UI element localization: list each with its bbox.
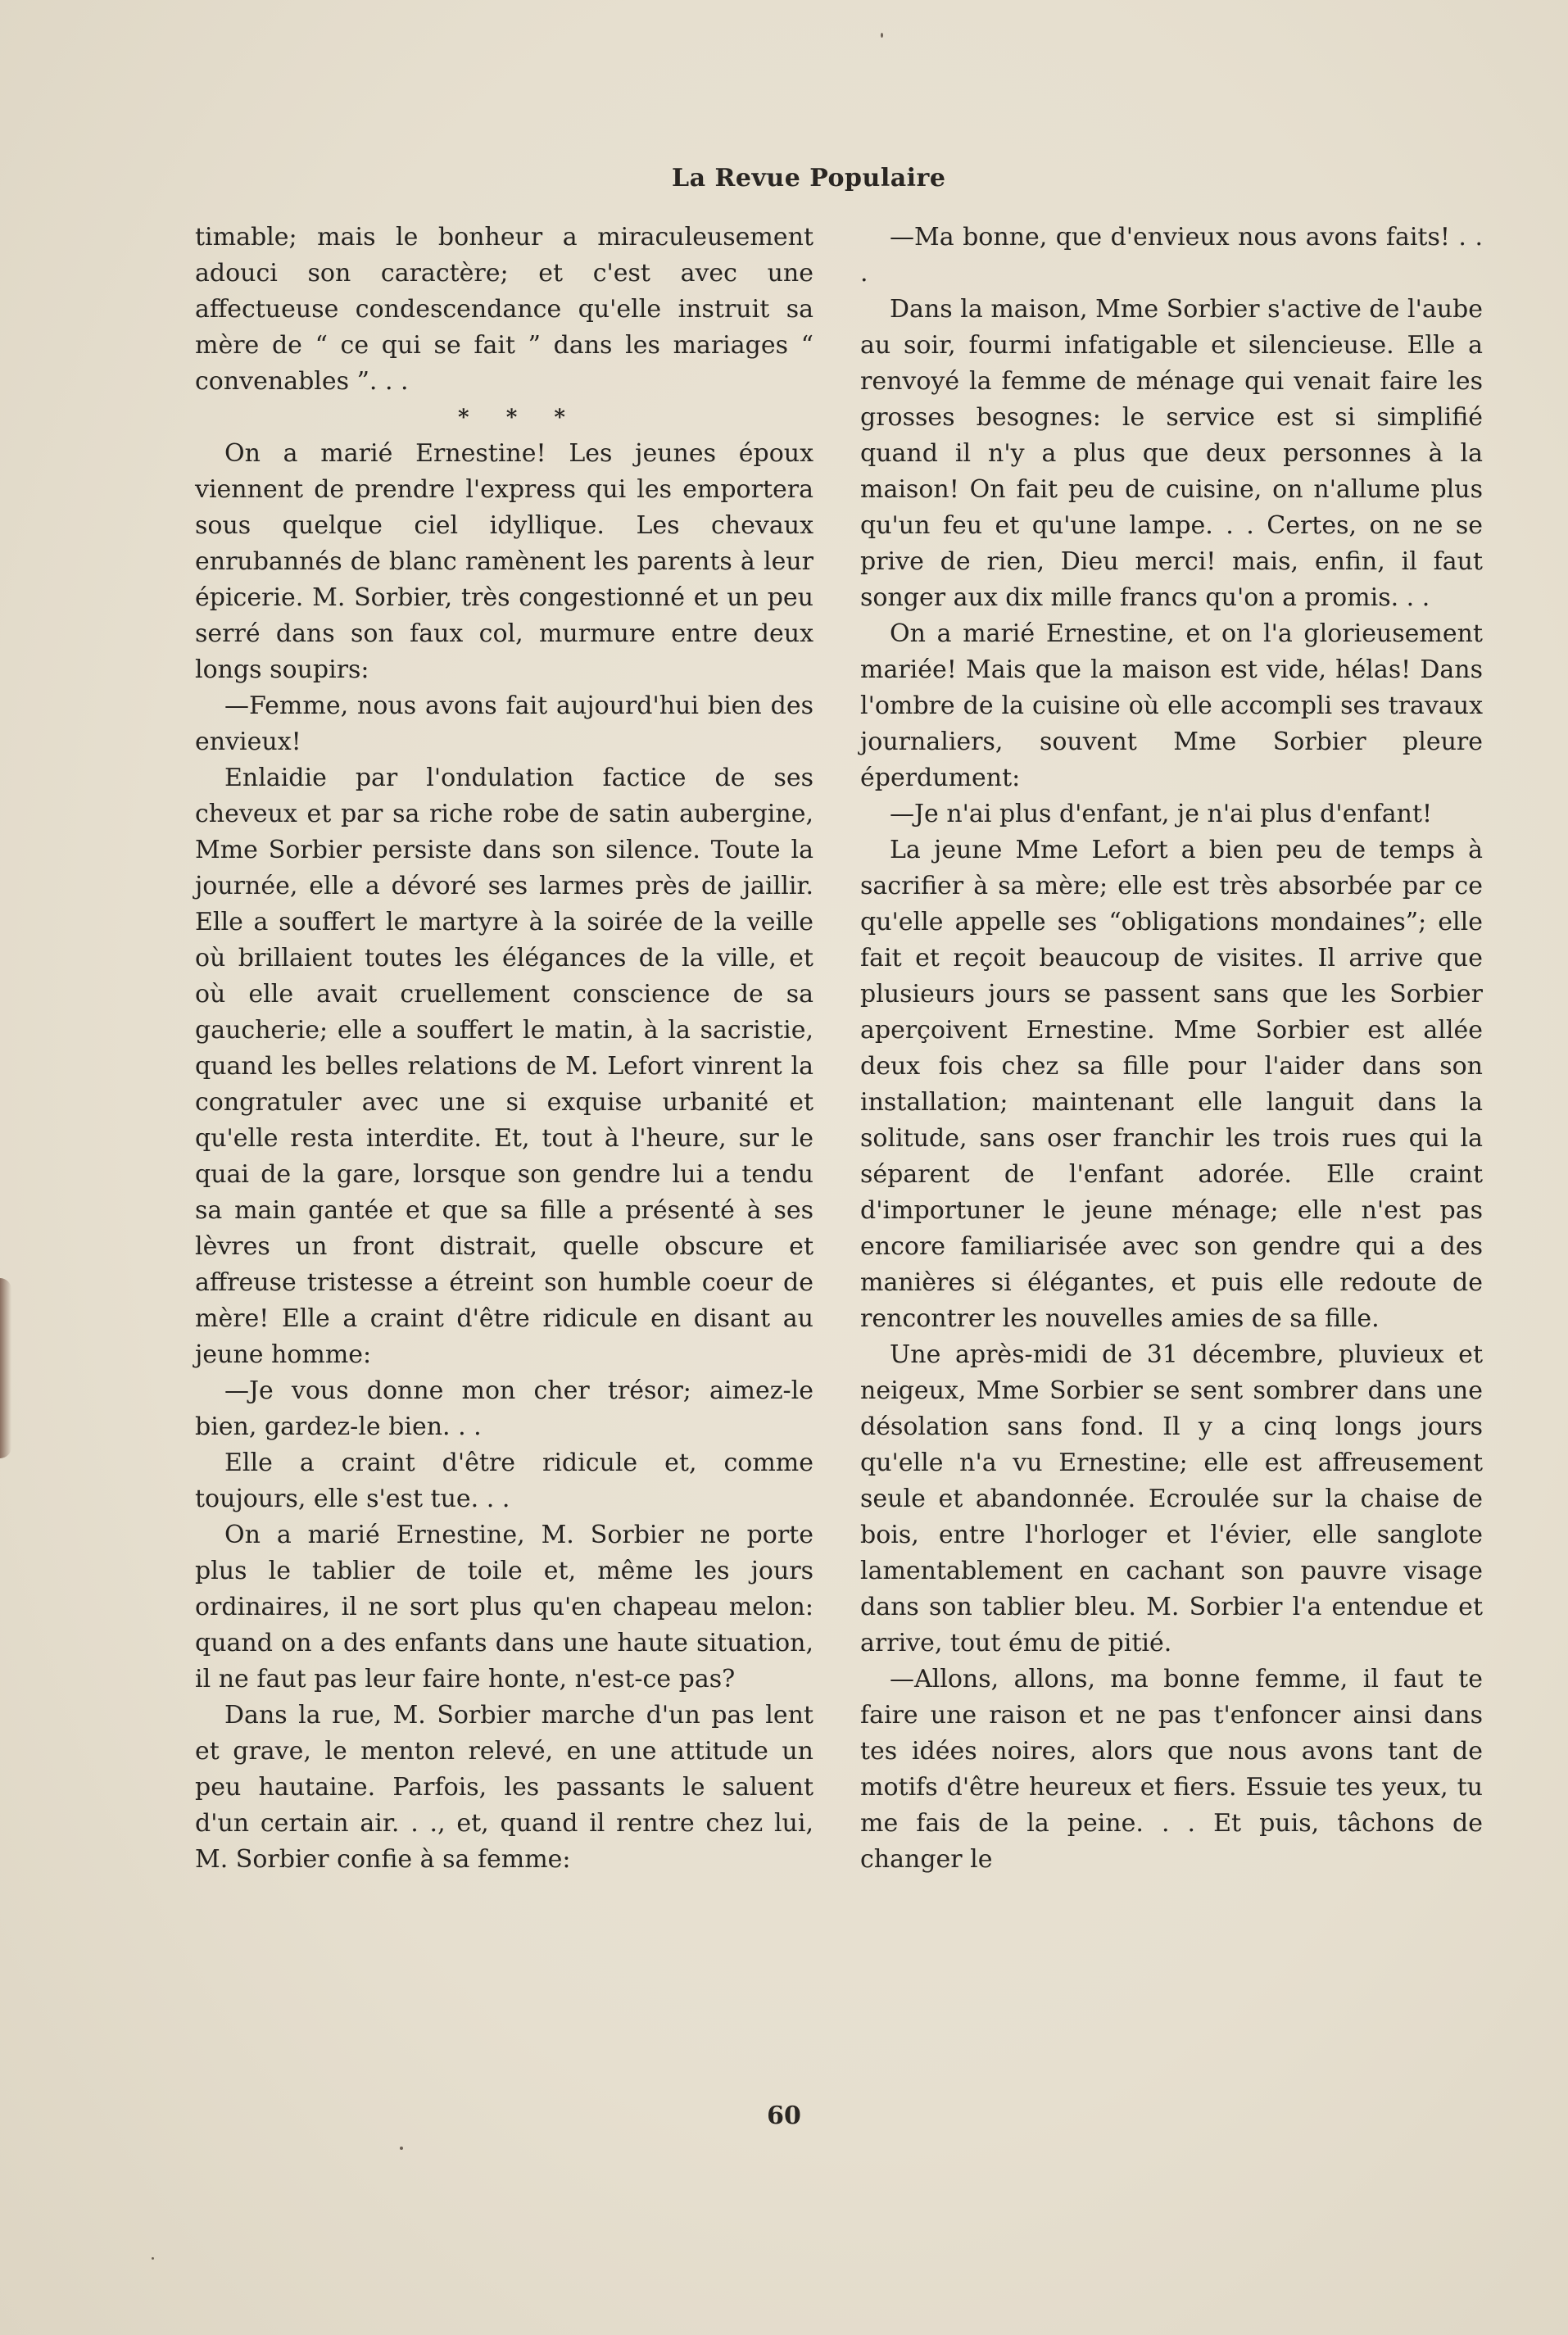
dialogue-line: —Ma bonne, que d'envieux nous avons faits! . . . [860,223,1483,288]
paragraph: Une après-midi de 31 décembre, pluvieux et neigeux, Mme Sorbier se sent sombrer dans une désolation sans fond. Il y a cinq longs jours qu'elle n'a vu Ernestine; elle est affreusement seule et abandonnée. Ecroulée sur la chaise de bois, entre l'horloger et l'évier, elle sanglote lamentablement en cachant son pauvre visage dans son tablier bleu. M. Sorbier l'a entendue et arrive, tout ému de pitié. [860,1340,1483,1657]
paper-speck [881,33,883,38]
right-column [860,220,1483,1878]
paragraph: Dans la maison, Mme Sorbier s'active de l'aube au soir, fourmi infatigable et silencieuse. Elle a renvoyé la femme de ménage qui venait faire les grosses besognes: le service est si simplifié quand il n'y a plus que deux personnes à la maison! On fait peu de cuisine, on n'allume plus qu'un feu et qu'une lampe. . . Certes, on ne se prive de rien, Dieu merci! mais, enfin, il faut songer aux dix mille francs qu'on a promis. . . [860,295,1483,612]
dialogue-line: —Allons, allons, ma bonne femme, il faut te faire une raison et ne pas t'enfoncer ainsi dans tes idées noires, alors que nous avons tant de motifs d'être heureux et fiers. Essuie tes yeux, tu me fais de la peine. . . Et puis, tâchons de changer le [860,1665,1483,1874]
paper-speck [152,2257,154,2260]
paragraph: On a marié Ernestine, M. Sorbier ne porte plus le tablier de toile et, même les jours ordinaires, il ne sort plus qu'en chapeau melon: quand on a des enfants dans une haute situation, il ne faut pas leur faire honte, n'est-ce pas? [195,1521,813,1693]
paragraph: Elle a craint d'être ridicule et, comme toujours, elle s'est tue. . . [195,1449,813,1513]
paragraph: Dans la rue, M. Sorbier marche d'un pas lent et grave, le menton relevé, en une attitude un peu hautaine. Parfois, les passants le saluent d'un certain air. . ., et, quand il rentre chez lui, M. Sorbier confie à sa femme: [195,1701,813,1874]
section-separator: * * * [458,406,580,430]
paragraph: La jeune Mme Lefort a bien peu de temps à sacrifier à sa mère; elle est très absorbée par ce qu'elle appelle ses “obligations mondaines”; elle fait et reçoit beaucoup de visites. Il arrive que plusieurs jours se passent sans que les Sorbier aperçoivent Ernestine. Mme Sorbier est allée deux fois chez sa fille pour l'aider dans son installation; maintenant elle languit dans la solitude, sans oser franchir les trois rues qui la séparent de l'enfant adorée. Elle craint d'importuner le jeune ménage; elle n'est pas encore familiarisée avec son gendre qui a des manières si élégantes, et puis elle redoute de rencontrer les nouvelles amies de sa fille. [860,836,1483,1333]
paragraph: On a marié Ernestine, et on l'a glorieusement mariée! Mais que la maison est vide, hélas! Dans l'ombre de la cuisine où elle accompli ses travaux journaliers, souvent Mme Sorbier pleure éperdument: [860,619,1483,792]
paper-speck [400,2147,403,2150]
page-number: 60 [767,2102,801,2130]
binding-shadow [0,1278,11,1458]
left-column [195,220,813,1878]
paragraph: On a marié Ernestine! Les jeunes époux viennent de prendre l'express qui les emportera sous quelque ciel idyllique. Les chevaux enrubannés de blanc ramènent les parents à leur épicerie. M. Sorbier, très congestionné et un peu serré dans son faux col, murmure entre deux longs soupirs: [195,439,813,684]
dialogue-line: —Femme, nous avons fait aujourd'hui bien des envieux! [195,691,813,756]
paragraph: timable; mais le bonheur a miraculeusement adouci son caractère; et c'est avec une affectueuse condescendance qu'elle instruit sa mère de “ ce qui se fait ” dans les mariages “ convenables ”. . . [195,223,813,396]
dialogue-line: —Je n'ai plus d'enfant, je n'ai plus d'enfant! [890,800,1433,828]
dialogue-line: —Je vous donne mon cher trésor; aimez-le bien, gardez-le bien. . . [195,1376,813,1441]
running-header: La Revue Populaire [672,164,946,193]
paragraph: Enlaidie par l'ondulation factice de ses cheveux et par sa riche robe de satin aubergine, Mme Sorbier persiste dans son silence. Toute la journée, elle a dévoré ses larmes près de jaillir. Elle a souffert le martyre à la soirée de la veille où brillaient toutes les élégances de la ville, et où elle avait cruellement conscience de sa gaucherie; elle a souffert le matin, à la sacristie, quand les belles relations de M. Lefort vinrent la congratuler avec une si exquise urbanité et qu'elle resta interdite. Et, tout à l'heure, sur le quai de la gare, lorsque son gendre lui a tendu sa main gantée et que sa fille a présenté à ses lèvres un front distrait, quelle obscure et affreuse tristesse a étreint son humble coeur de mère! Elle a craint d'être ridicule en disant au jeune homme: [195,764,813,1369]
